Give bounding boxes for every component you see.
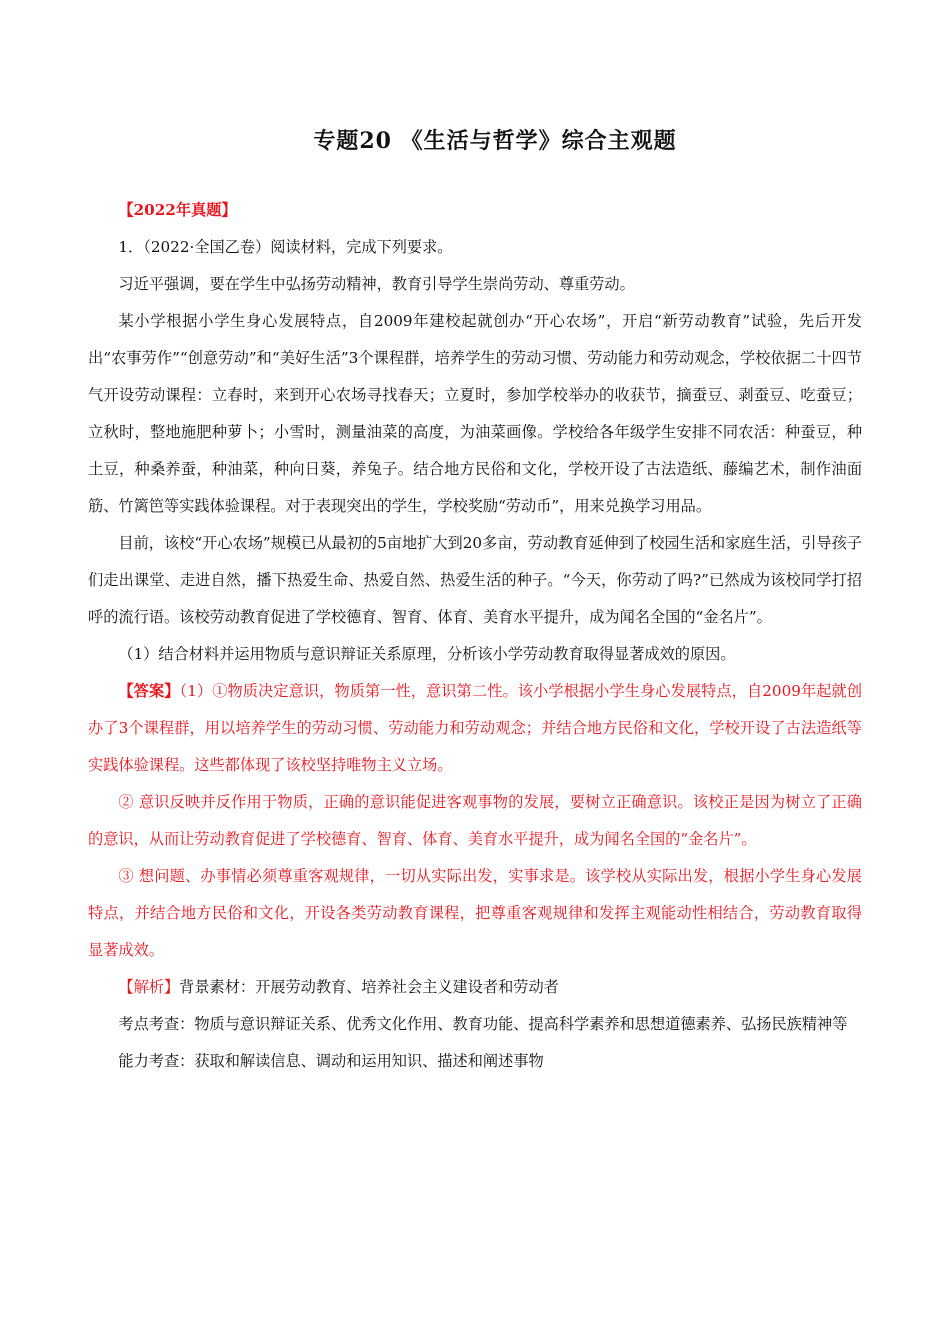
sub-question: （1）结合材料并运用物质与意识辩证关系原理，分析该小学劳动教育取得显著成效的原因。 <box>118 645 736 663</box>
analysis-ability: 能力考查：获取和解读信息、调动和运用知识、描述和阐述事物 <box>118 1052 544 1070</box>
question-number-line: 1．（2022·全国乙卷）阅读材料，完成下列要求。 <box>118 238 453 256</box>
material-paragraph-3: 目前，该校“开心农场”规模已从最初的5亩地扩大到20多亩，劳动教育延伸到了校园生活和家庭生活，引导孩子们走出课堂、走进自然，播下热爱生命、热爱自然、热爱生活的种子。“今天，你劳动了吗?”已然成为该校同学打招呼的流行语。该校劳动教育促进了学校德育、智育、体育、美育水平提升，成为闻名全国的“金名片”。 <box>88 534 862 626</box>
material-paragraph-1: 习近平强调，要在学生中弘扬劳动精神，教育引导学生崇尚劳动、尊重劳动。 <box>118 275 635 293</box>
answer-point-1-text: （1）①物质决定意识，物质第一性，意识第二性。该小学根据小学生身心发展特点，自2009年起就创办了3个课程群，用以培养学生的劳动习惯、劳动能力和劳动观念；并结合地方民俗和文化，学校开设了古法造纸等实践体验课程。这些都体现了该校坚持唯物主义立场。 <box>88 682 863 774</box>
answer-point-3: ③ 想问题、办事情必须尊重客观规律，一切从实际出发，实事求是。该学校从实际出发，根据小学生身心发展特点，并结合地方民俗和文化，开设各类劳动教育课程，把尊重客观规律和发挥主观能动性相结合，劳动教育取得显著成效。 <box>88 867 862 959</box>
analysis-label: 【解析】 <box>118 978 180 996</box>
analysis-background-text: 背景素材：开展劳动教育、培养社会主义建设者和劳动者 <box>179 978 559 996</box>
analysis-exam-points: 考点考查：物质与意识辩证关系、优秀文化作用、教育功能、提高科学素养和思想道德素养、弘扬民族精神等 <box>118 1015 848 1033</box>
answer-label: 【答案】 <box>118 682 180 700</box>
answer-point-1 <box>88 673 862 784</box>
answer-point-2: ② 意识反映并反作用于物质，正确的意识能促进客观事物的发展，要树立正确意识。该校正是因为树立了正确的意识，从而让劳动教育促进了学校德育、智育、体育、美育水平提升，成为闻名全国的“金名片”。 <box>88 793 862 848</box>
analysis-background <box>88 969 862 1006</box>
section-label: 【2022年真题】 <box>118 201 237 219</box>
document-page <box>88 120 862 1080</box>
page-title: 专题20 《生活与哲学》综合主观题 <box>313 128 677 154</box>
material-paragraph-2: 某小学根据小学生身心发展特点，自2009年建校起就创办“开心农场”，开启“新劳动教育”试验，先后开发出“农事劳作”“创意劳动”和“美好生活”3个课程群，培养学生的劳动习惯、劳动能力和劳动观念，学校依据二十四节气开设劳动课程：立春时，来到开心农场寻找春天；立夏时，参加学校举办的收获节，摘蚕豆、剥蚕豆、吃蚕豆；立秋时，整地施肥种萝卜；小雪时，测量油菜的高度，为油菜画像。学校给各年级学生安排不同农活：种蚕豆，种土豆，种桑养蚕，种油菜，种向日葵，养兔子。结合地方民俗和文化，学校开设了古法造纸、藤编艺术，制作油面筋、竹篱笆等实践体验课程。对于表现突出的学生，学校奖励“劳动币”，用来兑换学习用品。 <box>88 312 862 515</box>
